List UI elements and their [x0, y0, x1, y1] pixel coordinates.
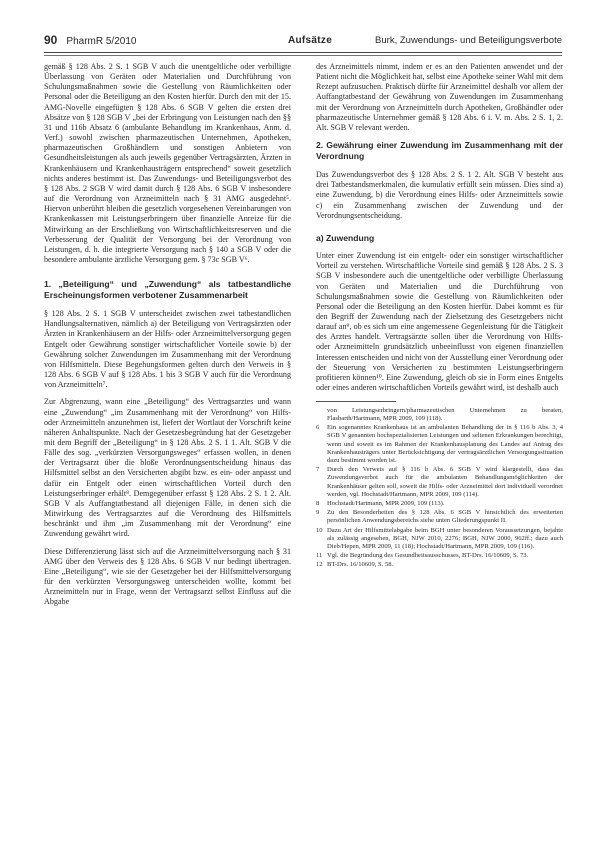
- paragraph: § 128 Abs. 2 S. 1 SGB V unterscheidet zwischen zwei tatbestandlichen Handlungsalternativen, nämlich a) der Beteiligung von Vertragsärzten oder Ärzten in Krankenhäusern an der Hilfs- oder Arzneimittelversorgung gegen Entgelt oder Gewährung sonstiger wirtschaftlicher Vorteile sowie b) der Gewährung solcher Zuwendungen im Zusammenhang mit der Verordnung von Hilfsmitteln. Diese Begehungsformen gelten durch den Verweis in § 128 Abs. 6 SGB V auf § 128 Abs. 1 bis 3 SGB V auch für die Verordnung von Arzneimitteln⁷.: [44, 309, 291, 390]
- paragraph: Das Zuwendungsverbot des § 128 Abs. 2 S. 1 2. Alt. SGB V besteht aus drei Tatbestandsmerkmalen, die kumulativ erfüllt sein müssen. Dies sind a) eine Zuwendung, b) die Verordnung eines Hilfs- oder Arzneimittels sowie c) ein Zusammenhang zwischen der Zuwendung und der Verordnungsentscheidung.: [316, 170, 563, 220]
- footnote: [316, 527, 563, 552]
- paragraph: Diese Differenzierung lässt sich auf die Arzneimittelversorgung nach § 31 AMG über den Verweis des § 128 Abs. 6 SGB V nur bedingt übertragen. Eine „Beteiligung“, wie sie der Gesetzgeber bei der Hilfsmittelversorgung für den verkürzten Versorgungsweg unterscheiden wollte, kommt bei Arzneimitteln nur in Frage, wenn der Vertragsarzt selbst Einfluss auf die Abgabe: [44, 546, 291, 607]
- footnote: [316, 424, 563, 465]
- footnote: [316, 552, 563, 560]
- subsection-heading: a) Zuwendung: [316, 232, 375, 243]
- footnote-number: 10: [316, 526, 323, 534]
- left-column: [44, 62, 291, 615]
- paragraph: Unter einer Zuwendung ist ein entgelt- oder ein sonstiger wirtschaftlicher Vorteil zu verstehen. Wirtschaftliche Vorteile sind gemäß § 128 Abs. 2 S. 3 SGB V insbesondere auch die unentgeltliche oder verbilligte Überlassung von Geräten und Materialien und die Durchführung von Schulungsmaßnahmen sowie die Gestellung von Räumlichkeiten oder Personal oder die Beteiligung an den Kosten hierfür. Dabei kommt es für den Begriff der Zuwendung nach der Zielsetzung des Gesetzgebers nicht darauf an⁹, ob es sich um eine angemessene Gegenleistung für die Tätigkeit des Arztes handelt. Vertragsärzte sollen über die Verordnung von Hilfs- oder Arzneimitteln grundsätzlich unbeeinflusst von eigenen finanziellen Interessen entscheiden und nicht von der Ausstellung einer Verordnung oder der Steuerung von Versicherten zu bestimmten Leistungserbringern profitieren können¹⁰. Eine Zuwendung, gleich ob sie in Form eines Entgelts oder eines anderen wirtschaftlichen Vorteils gewährt wird, ist deshalb auch: [316, 251, 563, 393]
- section-heading: 1. „Beteiligung“ und „Zuwendung“ als tatbestandliche Erscheinungsformen verbotener Zusammenarbeit: [44, 279, 291, 300]
- footnote-number: 6: [316, 424, 320, 432]
- footnote-number: 9: [316, 509, 320, 517]
- page-number: 90: [44, 33, 58, 47]
- paragraph: gemäß § 128 Abs. 2 S. 1 SGB V auch die unentgeltliche oder verbilligte Überlassung von Geräten oder Materialien und Durchführung von Schulungsmaßnahmen sowie die Gestellung von Räumlichkeiten oder Personal oder die Beteiligung an den Kosten hierfür. Durch den mit der 15. AMG-Novelle eingefügten § 128 Abs. 6 SGB V gelten die ersten drei Absätze von § 128 SGB V „bei der Erbringung von Leistungen nach den §§ 31 und 116b Absatz 6 (ambulante Behandlung im Krankenhaus, Anm. d. Verf.) sowohl zwischen pharmazeutischen Unternehmen, Apotheken, pharmazeutischen Großhändlern und sonstigen Anbietern von Gesundheitsleistungen als auch jeweils gegenüber Vertragsärzten, Ärzten in Krankenhäusern und Krankenhausträgern entsprechend“ soweit gesetzlich nichts anderes bestimmt ist. Das Zuwendungs- und Beteiligungsverbot des § 128 Abs. 2 SGB V wird damit durch § 128 Abs. 6 SGB V insbesondere auf die Verordnung von Arzneimitteln nach § 31 AMG ausgedehnt⁵. Hiervon unberührt bleiben die gesetzlich vorgesehenen Vereinbarungen von Krankenkassen mit Leistungserbringern über finanzielle Anreize für die Mitwirkung an der Erschließung von Wirtschaftlichkeitsreserven und die Verbesserung der Qualität der Versorgung bei der Verordnung von Leistungen, d. h. die integrierte Versorgung nach § 140 a SGB V oder die besondere ambulante ärztliche Versorgung gem. § 73c SGB V⁶.: [44, 62, 291, 264]
- footnotes: [316, 407, 563, 570]
- footnote-number: [316, 407, 327, 423]
- footnote-number: 7: [316, 466, 320, 474]
- footnote-text: Ein sogenanntes Krankenhaus ist an ambulanten Behandlung der in § 116 b Abs. 3, 4 SGB V genannten hochspezialisierten Leistungen und seltenen Erkrankungen berechtigt, wenn und soweit es im Rahmen der Krankenhausplanung des Landes auf Antrag des Krankenhausträgers unter Berücksichtigung der vertragsärztlichen Versorgungssituation dazu bestimmt worden ist.: [327, 424, 563, 465]
- footnote-text: von Leistungserbringern/pharmazeutischen Unternehmen zu beraten, Flasbarth/Hartmann, MPR 2009, 109 (118).: [327, 406, 563, 423]
- footnote-number: 11: [316, 552, 323, 560]
- footnote-text: Dazu Art der Hilfsmittelabgabe beim BGH unter besonderen Voraussetzungen, bejahte als zulässig angesehen, BGH, NJW 2010, 2276; BGH, NJW 2000, 962ff.; dazu auch Dieb/Hepen, MPR 2009, 11 (18); Hochstadt/Hartmann, MPR 2009, 109 (116).: [327, 526, 563, 551]
- section-heading: 2. Gewährung einer Zuwendung im Zusammenhang mit der Verordnung: [316, 140, 563, 161]
- running-title: Burk, Zuwendungs- und Beteiligungsverbote: [375, 35, 562, 46]
- header-rule-thin: [44, 55, 562, 56]
- footnote-number: 12: [316, 561, 323, 569]
- footnote-text: Zu den Besonderheiten des § 128 Abs. 6 SGB V hinsichtlich des erweiterten persönlichen Anwendungsbereichs siehe unten Gliederungspunkt II.: [327, 509, 563, 525]
- footnote-number: 8: [316, 500, 320, 508]
- footnote-text: Hochstadt/Hartmann, MPR 2009, 109 (113).: [327, 500, 445, 508]
- right-column: [316, 62, 563, 571]
- header-rule: [44, 52, 562, 53]
- journal-name: PharmR 5/2010: [66, 36, 137, 47]
- footnote: [316, 561, 563, 569]
- footnote-text: Durch den Verweis auf § 116 b Abs. 6 SGB V wird klargestellt, dass das Zuwendungsverbot auch für die ambulanten Behandlungsmöglichkeiten der Krankenhäuser gelten soll, soweit die Hilfs- oder Arzneimittel dort individuell verordnet werden, vgl. Hochstadt/Hartmann, MPR 2009, 109 (114).: [327, 466, 563, 498]
- footnote: [316, 407, 563, 423]
- paragraph: Zur Abgrenzung, wann eine „Beteiligung“ des Vertragsarztes und wann eine „Zuwendung“ „im Zusammenhang mit der Verordnung“ von Hilfs- oder Arzneimitteln anzunehmen ist, liefert der Wortlaut der Vorschrift keine näheren Anhaltspunkte. Nach der Gesetzesbegründung hat der Gesetzgeber mit dem Begriff der „Beteiligung“ in § 128 Abs. 2 S. 1 1. Alt. SGB V die Fälle des sog. „verkürzten Versorgungsweges“ erfassen wollen, in denen der Vertragsarzt über die bloße Verordnungsentscheidung hinaus das Hilfsmittel selbst an den Versicherten abgibt bzw. es ein- oder anpasst und dafür ein Entgelt oder einen wirtschaftlichen Vorteil durch den Leistungserbringer erhält⁸. Demgegenüber erfasst § 128 Abs. 2 S. 1 2. Alt. SGB V als Auffangtatbestand all diejenigen Fälle, in denen sich die Mitwirkung des Vertragsarztes auf die Verordnung des Hilfsmittels beschränkt und ihm „im Zusammenhang mit der Verordnung“ eine Zuwendung gewährt wird.: [44, 397, 291, 539]
- footnote-divider: [316, 401, 396, 402]
- footnote: [316, 509, 563, 525]
- paragraph: des Arzneimittels nimmt, indem er es an den Patienten anwendet und der Patient nicht die Möglichkeit hat, selbst eine Apotheke seiner Wahl mit dem Rezept aufzusuchen. Praktisch dürfte für Arzneimittel deshalb vor allem der Auffangtatbestand der Gewährung von Zuwendungen im Zusammenhang mit der Verordnung von Arzneimitteln durch Apotheken, Großhändler oder pharmazeutische Unternehmer gemäß § 128 Abs. 6 i. V. m. Abs. 2 S. 1, 2. Alt. SGB V relevant werden.: [316, 62, 563, 132]
- footnote-text: BT-Drs. 16/10609, S. 58.: [327, 561, 394, 569]
- running-header: [44, 31, 562, 51]
- footnote: [316, 466, 563, 499]
- footnote: [316, 500, 563, 508]
- section-label: Aufsätze: [288, 35, 333, 46]
- footnote-text: Vgl. die Begründung des Gesundheitsausschusses, BT-Drs. 16/10609, S. 73.: [327, 552, 529, 560]
